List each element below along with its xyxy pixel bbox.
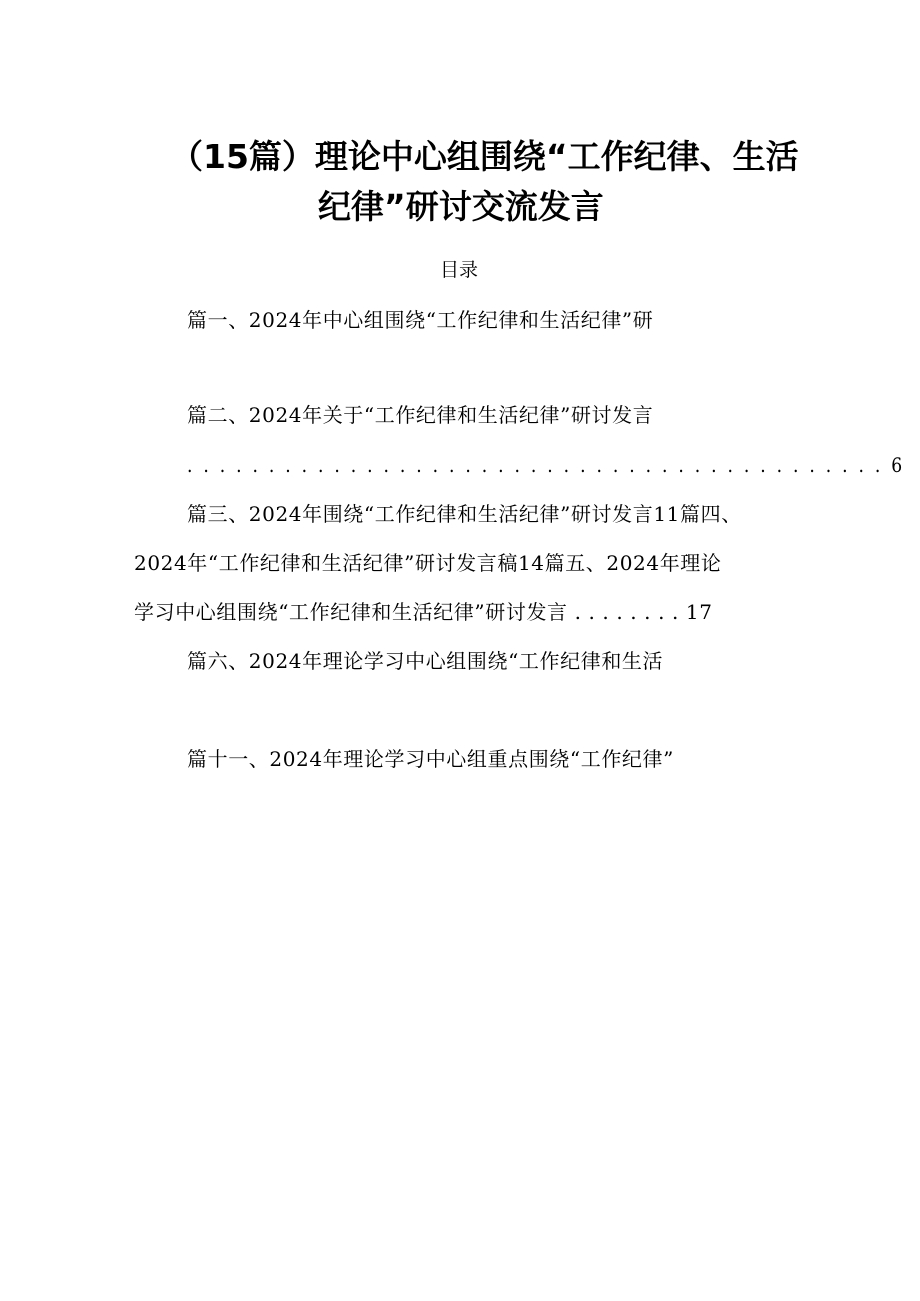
toc-entry-5: 学习中心组围绕“工作纪律和生活纪律”研讨发言 . . . . . . . . 17	[134, 600, 713, 624]
toc-entry-6: 篇六、2024年理论学习中心组围绕“工作纪律和生活	[187, 649, 664, 673]
toc-entry-2: 篇二、2024年关于“工作纪律和生活纪律”研讨发言	[187, 403, 654, 427]
toc-entry-1: 篇一、2024年中心组围绕“工作纪律和生活纪律”研	[187, 308, 654, 332]
toc-entry-2-leader: . . . . . . . . . . . . . . . . . . . . . . . . . . . . . . . . . . . . . . . . . . . 6	[187, 453, 905, 477]
toc-heading: 目录	[440, 259, 479, 281]
document-title-line-1: （15篇）理论中心组围绕“工作纪律、生活	[170, 137, 799, 176]
toc-entry-3: 篇三、2024年围绕“工作纪律和生活纪律”研讨发言11篇四、	[187, 502, 742, 526]
toc-entry-11: 篇十一、2024年理论学习中心组重点围绕“工作纪律”	[187, 747, 674, 771]
document-title-line-2: 纪律”研讨交流发言	[318, 187, 604, 226]
toc-entry-4: 2024年“工作纪律和生活纪律”研讨发言稿14篇五、2024年理论	[134, 551, 722, 575]
